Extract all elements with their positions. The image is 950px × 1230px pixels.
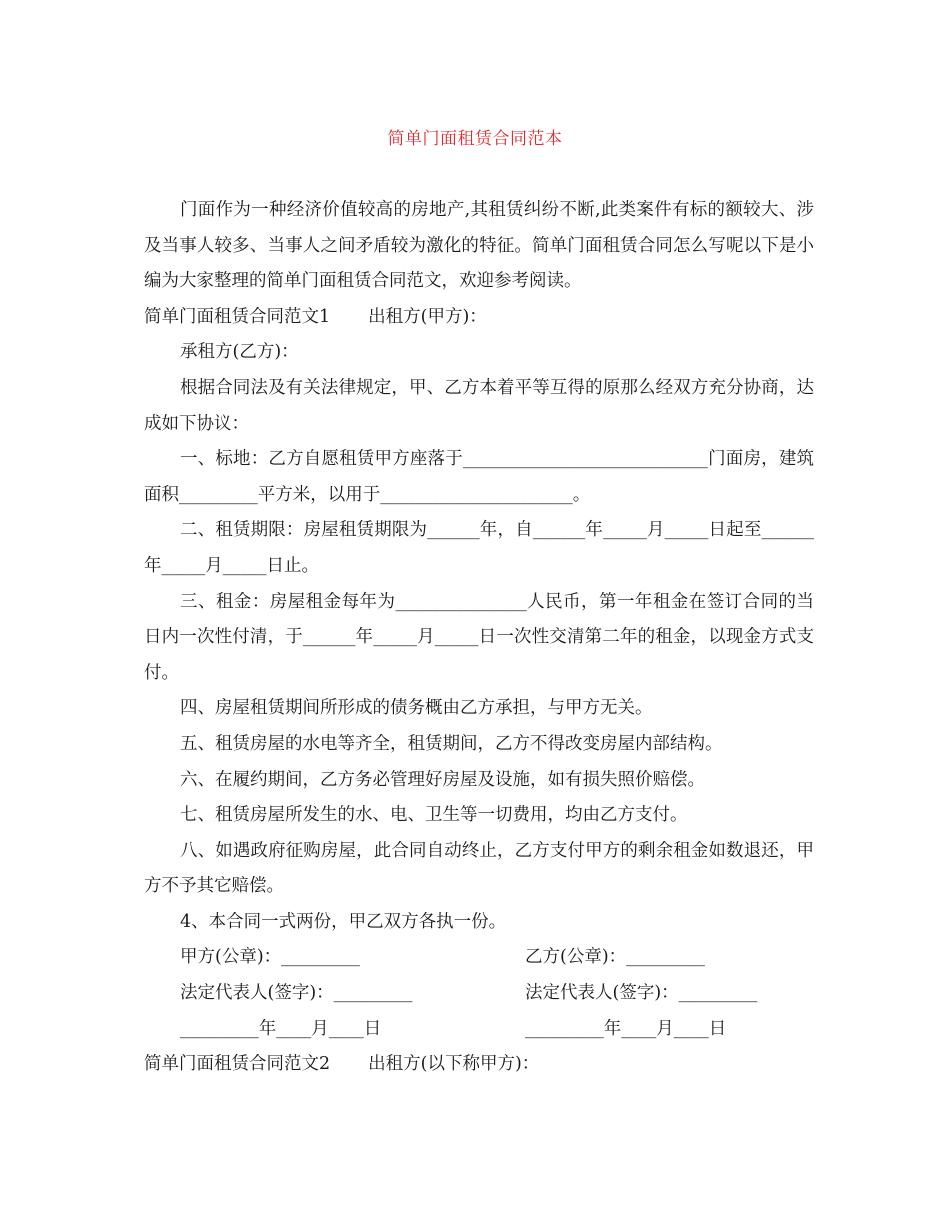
- clause-8: 八、如遇政府征购房屋，此合同自动终止，乙方支付甲方的剩余租金如数退还，甲方不予其它赔偿。: [144, 840, 814, 897]
- sample1-heading: 简单门面租赁合同范文1: [144, 306, 331, 327]
- clause-3: 三、租金：房屋租金每年为_______________人民币，第一年租金在签订合同的当日内一次性付清，于______年_____月_____日一次性交清第二年的租金，以现金方式支付。: [144, 591, 814, 683]
- party-b-seal: 乙方(公章)：_________: [525, 947, 705, 968]
- party-b-date: _________年____月____日: [525, 1018, 727, 1039]
- signature-row-rep: [144, 976, 814, 1012]
- clause-5: 五、租赁房屋的水电等齐全，租赁期间，乙方不得改变房屋内部结构。: [180, 733, 723, 754]
- lessee-label: 承租方(乙方)：: [180, 342, 299, 363]
- signature-row-seal: [144, 940, 814, 976]
- party-a-seal: 甲方(公章)：_________: [180, 947, 360, 968]
- clause-1: 一、标地：乙方自愿租赁甲方座落于____________________________门面房，建筑面积_________平方米，以用于______________________。: [144, 449, 814, 505]
- preamble-paragraph: 根据合同法及有关法律规定，甲、乙方本着平等互得的原那么经双方充分协商，达成如下协议：: [144, 377, 814, 434]
- signature-row-date: [144, 1012, 814, 1048]
- clause-9: 4、本合同一式两份，甲乙双方各执一份。: [180, 911, 507, 932]
- document-title: 简单门面租赁合同范本: [387, 129, 563, 149]
- sample2-heading-line: [144, 1047, 814, 1083]
- sample1-lessor-label: 出租方(甲方)：: [368, 306, 487, 327]
- sample1-heading-line: [144, 300, 814, 336]
- sample2-heading: 简单门面租赁合同范文2: [144, 1054, 331, 1075]
- intro-paragraph: 门面作为一种经济价值较高的房地产,其租赁纠纷不断,此类案件有标的额较大、涉及当事人较多、当事人之间矛盾较为激化的特征。简单门面租赁合同怎么写呢以下是小编为大家整理的简单门面租赁合同范文，欢迎参考阅读。: [144, 200, 814, 292]
- party-a-date: _________年____月____日: [180, 1018, 382, 1039]
- clause-6: 六、在履约期间，乙方务必管理好房屋及设施，如有损失照价赔偿。: [180, 769, 705, 790]
- document-body: [144, 193, 814, 1083]
- party-a-representative: 法定代表人(签字)：_________: [180, 983, 413, 1004]
- party-b-representative: 法定代表人(签字)：_________: [525, 983, 758, 1004]
- clause-7: 七、租赁房屋所发生的水、电、卫生等一切费用，均由乙方支付。: [180, 805, 688, 826]
- sample2-lessor-label: 出租方(以下称甲方)：: [368, 1054, 540, 1075]
- clause-4: 四、房屋租赁期间所形成的债务概由乙方承担，与甲方无关。: [180, 698, 653, 719]
- clause-2: 二、租赁期限：房屋租赁期限为______年，自______年_____月_____日起至______年_____月_____日止。: [144, 520, 814, 576]
